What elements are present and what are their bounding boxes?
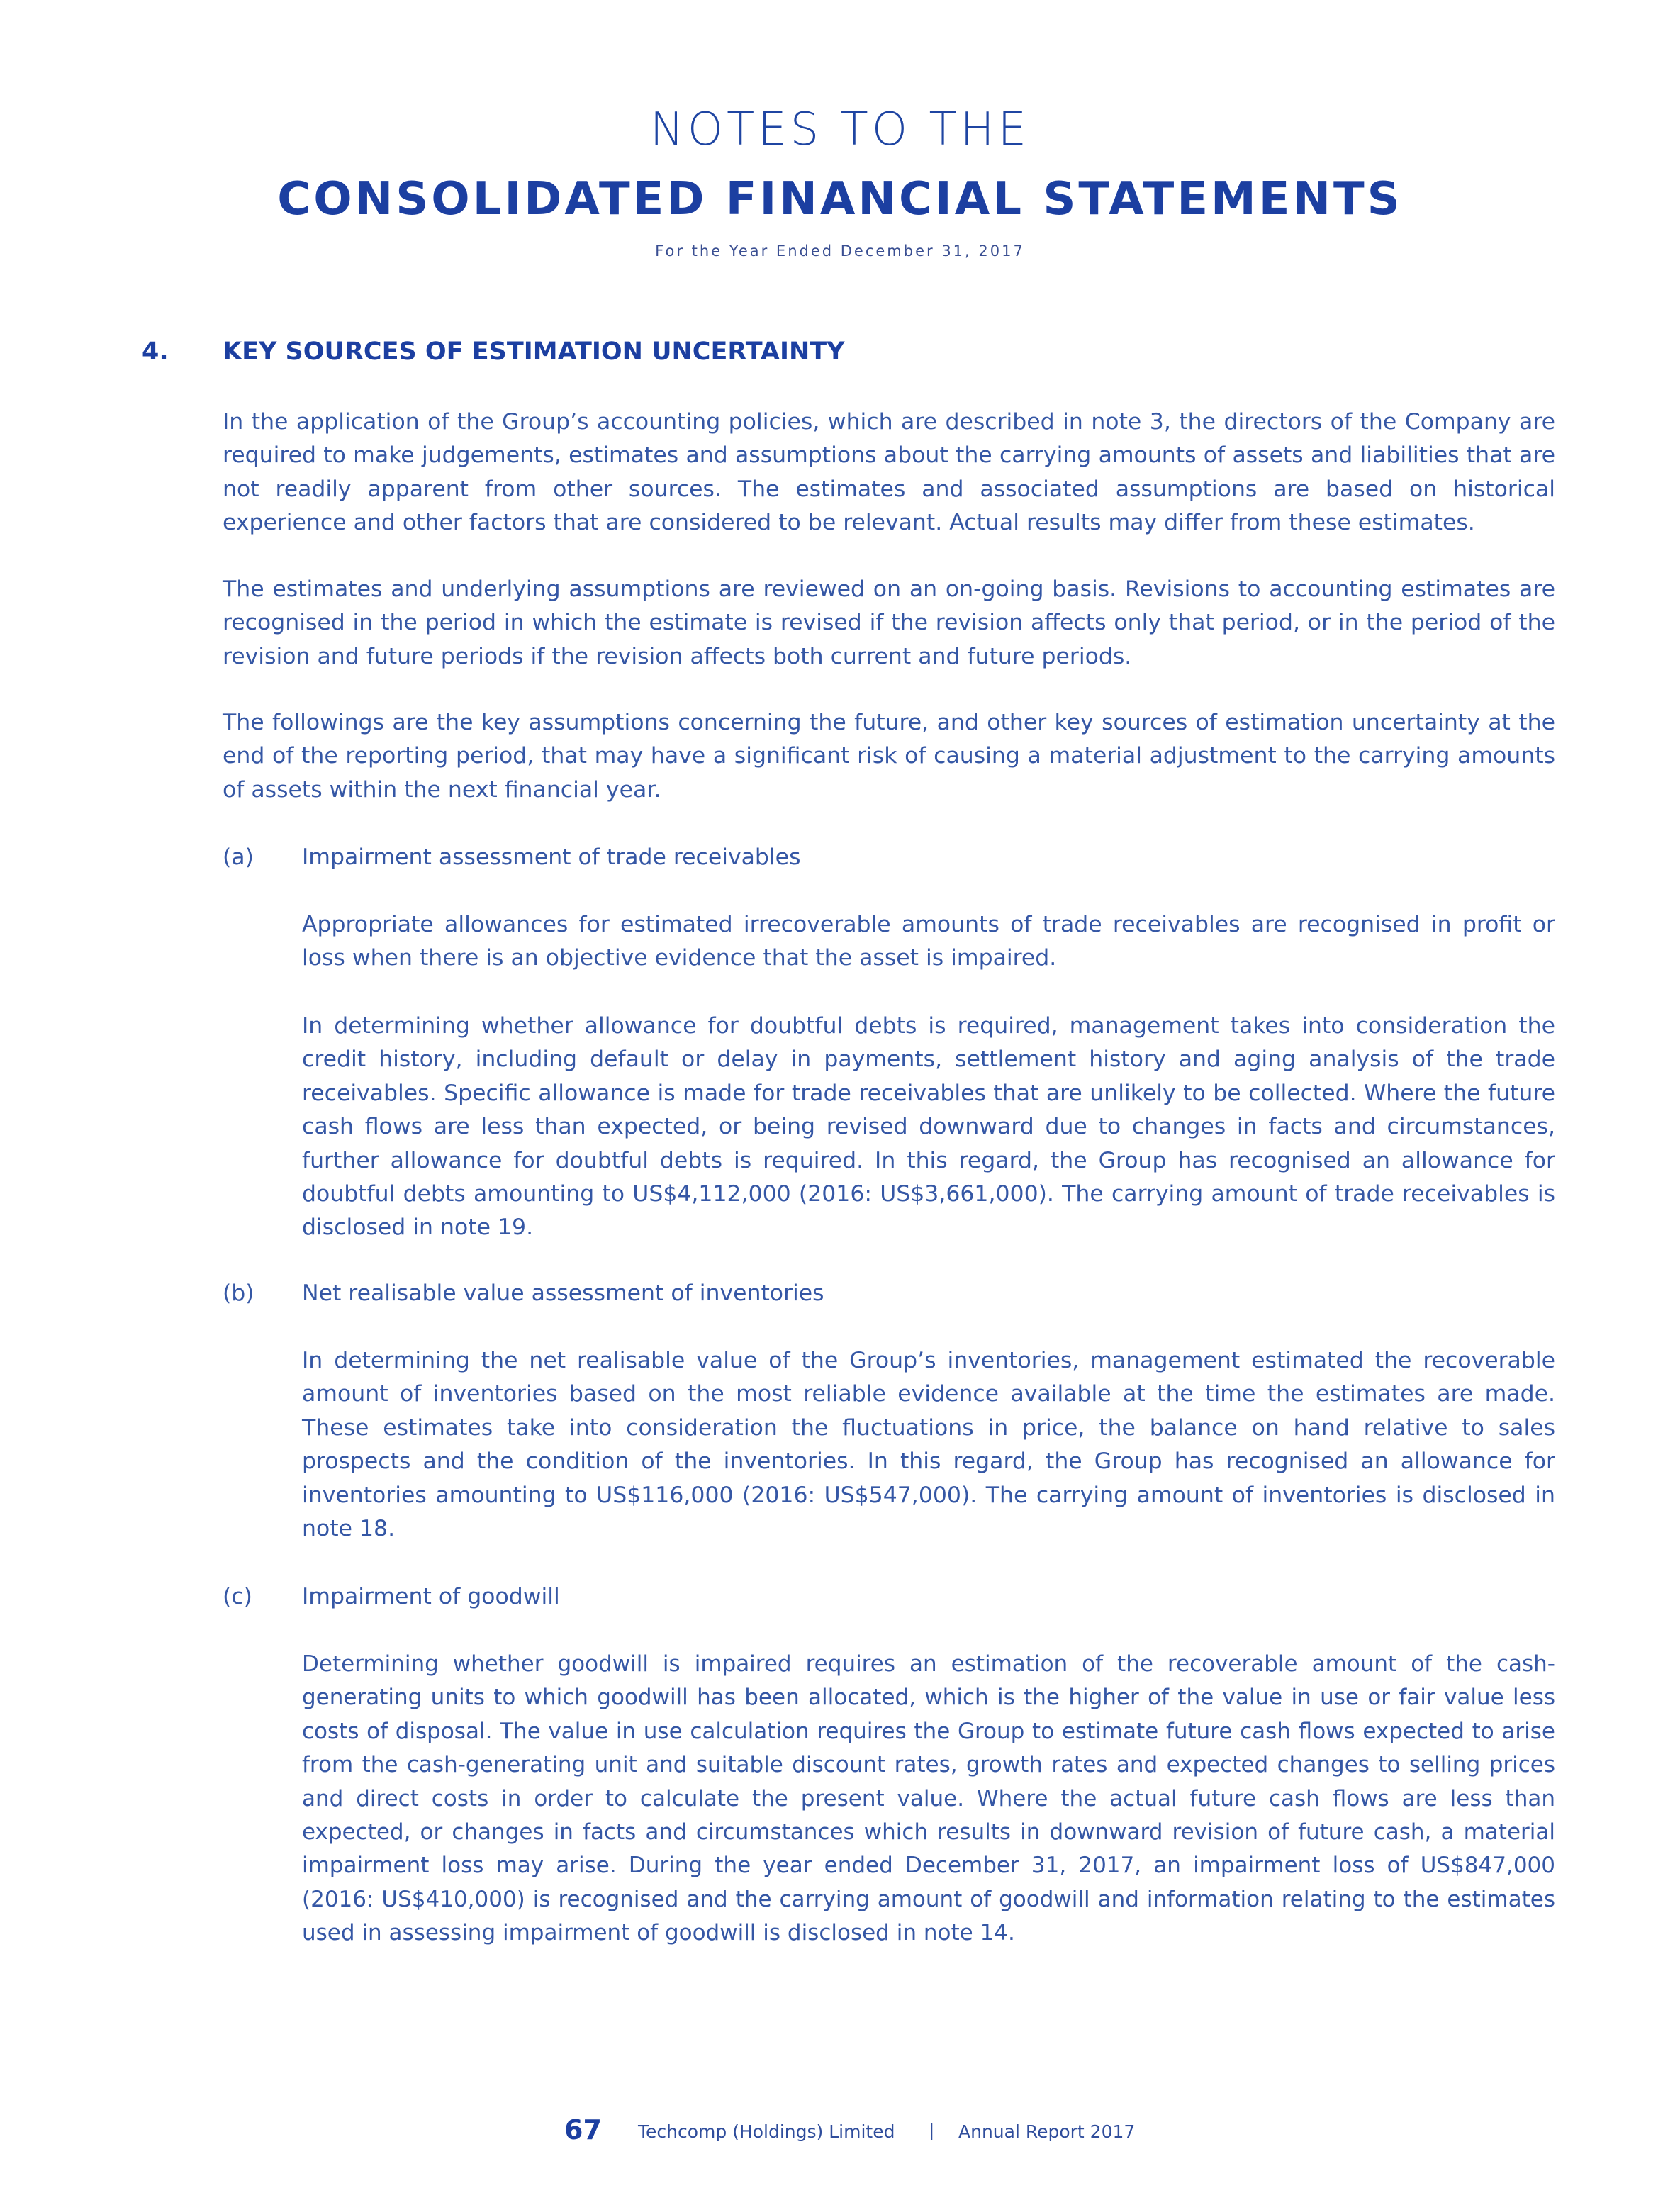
intro-paragraph-2: The estimates and underlying assumptions are reviewed on an on-going basis. Revisions to accounting estimates are recognised in the period in which the estimate is revised if the revision affects only that period, or in the period of the revision and future periods if the revision affects both current and future periods. (223, 576, 1555, 669)
intro-paragraph-3: The followings are the key assumptions concerning the future, and other key sources of estimation uncertainty at the end of the reporting period, that may have a significant risk of causing a material adjustment to the carrying amounts of assets within the next financial year. (223, 710, 1555, 803)
footer-separator: | (929, 2120, 935, 2140)
header-notes-line: NOTES TO THE (649, 104, 1031, 156)
item-a-label: (a) (223, 844, 254, 870)
item-a-paragraph-1: Appropriate allowances for estimated irrecoverable amounts of trade receivables are recognised in profit or loss when there is an objective evidence that the asset is impaired. (302, 912, 1555, 971)
page-number: 67 (564, 2114, 602, 2145)
item-a-title: Impairment assessment of trade receivables (302, 844, 801, 870)
section-title: KEY SOURCES OF ESTIMATION UNCERTAINTY (223, 337, 845, 366)
footer-report-title: Annual Report 2017 (958, 2121, 1136, 2142)
item-c-label: (c) (223, 1584, 252, 1609)
item-a-paragraph-2: In determining whether allowance for doubtful debts is required, management takes into consideration the credit history, including default or delay in payments, settlement history and aging analysis of the trade receivables. Specific allowance is made for trade receivables that are unlikely to be collected. Where the future cash flows are less than expected, or being revised downward due to changes in facts and circumstances, further allowance for doubtful debts is required. In this regard, the Group has recognised an allowance for doubtful debts amounting to US$4,112,000 (2016: US$3,661,000). The carrying amount of trade receivables is disclosed in note 19. (302, 1013, 1555, 1241)
page-footer (0, 2114, 1680, 2150)
item-b-paragraph-1: In determining the net realisable value of the Group’s inventories, management estimated the recoverable amount of inventories based on the most reliable evidence available at the time the estimates are made. These estimates take into consideration the fluctuations in price, the balance on hand relative to sales prospects and the condition of the inventories. In this regard, the Group has recognised an allowance for inventories amounting to US$116,000 (2016: US$547,000). The carrying amount of inventories is disclosed in note 18. (302, 1348, 1555, 1542)
item-b-label: (b) (223, 1280, 254, 1306)
header-period: For the Year Ended December 31, 2017 (655, 242, 1025, 259)
section-number: 4. (142, 337, 169, 366)
item-c-paragraph-1: Determining whether goodwill is impaired requires an estimation of the recoverable amount of the cash-generating units to which goodwill has been allocated, which is the higher of the value in use or fair value less costs of disposal. The value in use calculation requires the Group to estimate future cash flows expected to arise from the cash-generating unit and suitable discount rates, growth rates and expected changes to selling prices and direct costs in order to calculate the present value. Where the actual future cash flows are less than expected, or changes in facts and circumstances which results in downward revision of future cash, a material impairment loss may arise. During the year ended December 31, 2017, an impairment loss of US$847,000 (2016: US$410,000) is recognised and the carrying amount of goodwill and information relating to the estimates used in assessing impairment of goodwill is disclosed in note 14. (302, 1651, 1555, 1946)
intro-paragraph-1: In the application of the Group’s accounting policies, which are described in note 3, the directors of the Company are required to make judgements, estimates and assumptions about the carrying amounts of assets and liabilities that are not readily apparent from other sources. The estimates and associated assumptions are based on historical experience and other factors that are considered to be relevant. Actual results may differ from these estimates. (223, 409, 1555, 536)
item-b-title: Net realisable value assessment of inventories (302, 1280, 824, 1306)
header-title: CONSOLIDATED FINANCIAL STATEMENTS (277, 173, 1403, 225)
footer-company: Techcomp (Holdings) Limited (638, 2121, 895, 2142)
item-c-title: Impairment of goodwill (302, 1584, 560, 1609)
